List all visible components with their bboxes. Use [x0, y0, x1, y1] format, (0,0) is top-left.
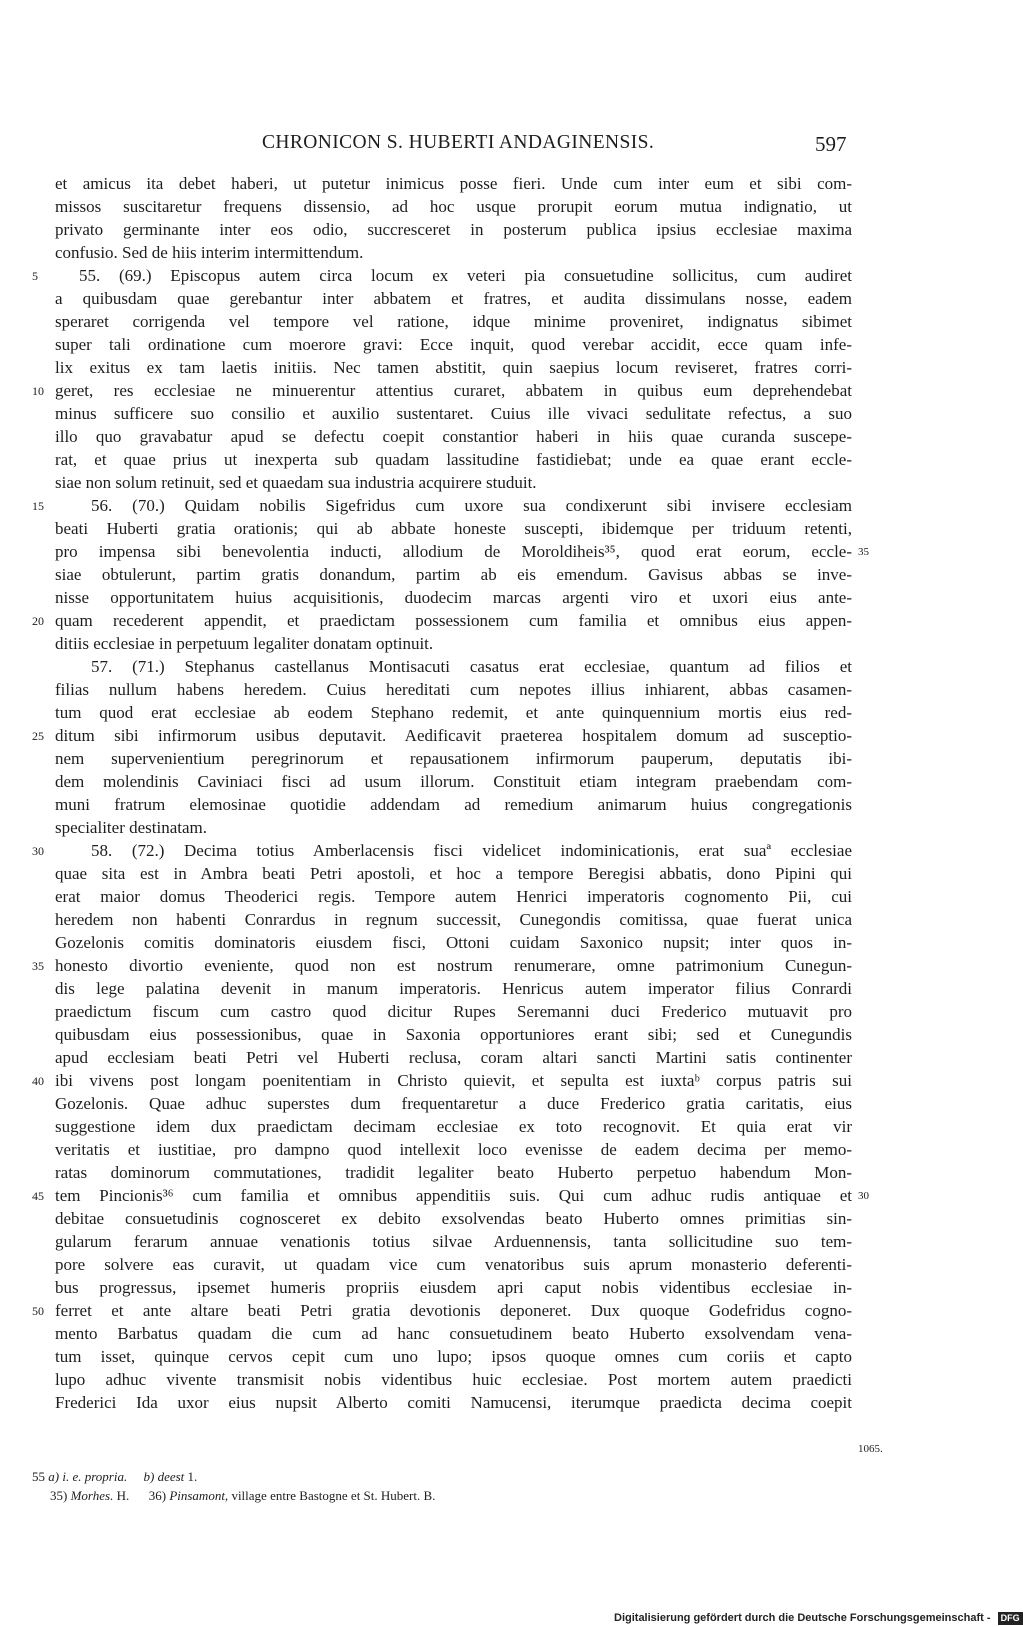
text-line: nisse opportunitatem huius acquisitionis, duodecim marcas argenti viro et uxori eius ante- [55, 588, 852, 607]
text-line: veritatis et iustitiae, pro dampno quod intellexit loco evenisse de eadem decima per memo- [55, 1140, 852, 1159]
text-line: 56. (70.) Quidam nobilis Sigefridus cum uxore sua condixerunt sibi invisere ecclesiam [91, 496, 852, 515]
text-line: Gozelonis comitis dominatoris eiusdem fisci, Ottoni cuidam Saxonico nupsit; inter quos in- [55, 933, 852, 952]
footnote-a-mark: a) [48, 1469, 60, 1484]
text-line: super tali ordinatione cum moerore gravi: Ecce inquit, quod verebar accidit, ecce quam infe- [55, 335, 852, 354]
footnote-line-35-36 [50, 1487, 435, 1505]
footnote-36-place: Pinsamont, [169, 1488, 229, 1503]
text-line: lix exitus ex tam laetis initiis. Nec tamen abstitit, quin saepius locum reviseret, fratres corri- [55, 358, 852, 377]
footnote-line-number: 55 [32, 1469, 45, 1484]
text-line: lupo adhuc vivente transmisit nobis videntibus huic ecclesiae. Post mortem autem praedicti [55, 1370, 852, 1389]
text-line: bus progressus, ipsemet humeris propriis eiusdem apri caput nobis videntibus ecclesiae in- [55, 1278, 852, 1297]
dfg-logo: DFG [998, 1612, 1023, 1625]
line-number: 50 [32, 1304, 44, 1318]
text-line: speraret corrigenda vel tempore vel ratione, idque minime proveniret, indignatus sibimet [55, 312, 852, 331]
text-line [55, 1414, 852, 1438]
text-line: Gozelonis. Quae adhuc superstes dum frequentaretur a duce Frederico gratia caritatis, eius [55, 1094, 852, 1113]
text-line: praedictum fiscum cum castro quod dicitur Rupes Seremanni duci Frederico mutuavit pro [55, 1002, 852, 1021]
text-line: illo quo gravabatur apud se defectu coepit constantior haberi in hiis quae curanda suscepe- [55, 427, 852, 446]
running-title: CHRONICON S. HUBERTI ANDAGINENSIS. [262, 132, 655, 153]
digitization-notice [614, 1610, 1023, 1627]
text-line: quam recederent appendit, et praedictam possessionem cum familia et omnibus eius appen- [55, 611, 852, 630]
line-number: 15 [32, 499, 44, 513]
running-header [0, 132, 1000, 162]
text-line: apud ecclesiam beati Petri vel Huberti reclusa, coram altari sancti Martini satis continenter [55, 1048, 852, 1067]
margin-year: 1065. [858, 1443, 883, 1455]
text-line: rat, et quae prius ut inexperta sub quadam lassitudine fastidiebat; unde ea quae erant eccle- [55, 450, 852, 469]
text-line: quibusdam eius possessionibus, quae in Saxonia opportuniores erant sibi; sed et Cunegundis [55, 1025, 852, 1044]
footnote-b-num: 1. [187, 1469, 198, 1484]
line-number: 5 [32, 269, 38, 283]
line-number: 10 [32, 384, 44, 398]
text-line: minus sufficere suo consilio et auxilio sustentaret. Cuius ille vivaci sedulitate refectus, a suo [55, 404, 852, 423]
line-number: 30 [32, 844, 44, 858]
text-line: specialiter destinatam. [55, 818, 207, 837]
text-line: geret, res ecclesiae ne minuerentur attentius curaret, abbatem in quibus eum deprehendebat [55, 381, 852, 400]
footnote-35-text: Morhes. [70, 1488, 114, 1503]
digitization-text: Digitalisierung gefördert durch die Deutsche Forschungsgemeinschaft - [614, 1612, 991, 1624]
text-line: ditum sibi infirmorum usibus deputavit. Aedificavit praeterea hospitalem domum ad susceptio- [55, 726, 852, 745]
text-line: filias nullum habens heredem. Cuius hereditati cum nepotes illius inhiarent, abbas casamen- [55, 680, 852, 699]
text-line: honesto divortio eveniente, quod non est nostrum renumerare, omne patrimonium Cunegun- [55, 956, 852, 975]
line-number: 45 [32, 1189, 44, 1203]
footnote-35-siglum: H. [116, 1488, 130, 1503]
footnote-36-siglum: B. [423, 1488, 436, 1503]
text-line: tum isset, quinque cervos cepit cum uno lupo; ipsos quoque omnes cum coriis et capto [55, 1347, 852, 1366]
footnote-36-mark: 36) [148, 1488, 167, 1503]
text-line: nem supervenientium peregrinorum et repausationem infirmorum pauperum, deputatis ibi- [55, 749, 852, 768]
text-line: muni fratrum elemosinae quotidie addendam ad remedium animarum huius congregationis [55, 795, 852, 814]
text-line: ditiis ecclesiae in perpetuum legaliter donatam optinuit. [55, 634, 434, 653]
footnote-a-text: i. e. propria. [62, 1469, 128, 1484]
text-line: privato germinante inter eos odio, succresceret in posterum publica ipsius ecclesiae maxima [55, 220, 852, 239]
text-line: gularum ferarum annuae venationis totius silvae Arduennensis, tanta sollicitudine suo tem- [55, 1232, 852, 1251]
line-number: 25 [32, 729, 44, 743]
footnote-b-mark: b) [143, 1469, 155, 1484]
line-number: 20 [32, 614, 44, 628]
text-line: 55. (69.) Episcopus autem circa locum ex veteri pia consuetudine sollicitus, cum audiret [79, 266, 852, 285]
text-line: ferret et ante altare beati Petri gratia devotionis deponeret. Dux quoque Godefridus cogno- [55, 1301, 852, 1320]
line-number: 40 [32, 1074, 44, 1088]
text-line: tum quod erat ecclesiae ab eodem Stephano redemit, et ante quinquennium mortis eius red- [55, 703, 852, 722]
text-line: 57. (71.) Stephanus castellanus Montisacuti casatus erat ecclesiae, quantum ad filios et [91, 657, 852, 676]
text-line: beati Huberti gratia orationis; qui ab abbate honeste suscepti, ibidemque per triduum retenti, [55, 519, 852, 538]
text-line: pore solvere eas curavit, ut quadam vice cum venatoribus suis aprum monasterio deferenti- [55, 1255, 852, 1274]
margin-line-number: 30 [858, 1190, 869, 1202]
text-line: 58. (72.) Decima totius Amberlacensis fisci videlicet indominicationis, erat suaª ecclesiae [91, 841, 852, 860]
footnote-35-mark: 35) [50, 1488, 68, 1503]
text-line: quae sita est in Ambra beati Petri apostoli, et hoc a tempore Beregisi abbatis, dono Pipini qui [55, 864, 852, 883]
text-line: suggestione idem dux praedictam decimam ecclesiae ex toto recognovit. Et quia erat vir [55, 1117, 852, 1136]
margin-line-number: 35 [858, 546, 869, 558]
text-line: heredem non habenti Conrardus in regnum successit, Cunegondis comitissa, quae fuerat unica [55, 910, 852, 929]
text-line: tem Pincionis³⁶ cum familia et omnibus appenditiis suis. Qui cum adhuc rudis antiquae et [55, 1186, 852, 1205]
text-line: erat maior domus Theoderici regis. Tempore autem Henrici imperatoris cognomento Pii, cui [55, 887, 852, 906]
text-line: confusio. Sed de hiis interim intermittendum. [55, 243, 364, 262]
text-line: a quibusdam quae gerebantur inter abbatem et fratres, et audita dissimulans nosse, eadem [55, 289, 852, 308]
text-line: dem molendinis Caviniaci fisci ad usum illorum. Constituit etiam integram praebendam com- [55, 772, 852, 791]
text-line: Frederici Ida uxor eius nupsit Alberto comiti Namucensi, iterumque praedicta decima coepit [55, 1393, 852, 1412]
text-line [55, 1437, 852, 1461]
page-number: 597 [815, 132, 847, 156]
line-number: 35 [32, 959, 44, 973]
text-line: dis lege palatina devenit in manum imperatoris. Henricus autem imperator filius Conrardi [55, 979, 852, 998]
text-line: ratas dominorum commutationes, tradidit legaliter beato Huberto perpetuo habendum Mon- [55, 1163, 852, 1182]
text-line: missos suscitaretur frequens dissensio, ad hoc usque prorupit eorum mutua indignatio, ut [55, 197, 852, 216]
footnote-line-a [32, 1468, 197, 1486]
text-line: et amicus ita debet haberi, ut putetur inimicus posse fieri. Unde cum inter eum et sibi com- [55, 174, 852, 193]
text-line: pro impensa sibi benevolentia inducti, allodium de Moroldiheis³⁵, quod erat eorum, eccle- [55, 542, 852, 561]
text-line: mento Barbatus quadam die cum ad hanc consuetudinem beato Huberto exsolvendam vena- [55, 1324, 852, 1343]
text-line: siae non solum retinuit, sed et quaedam sua industria acquirere studuit. [55, 473, 537, 492]
text-line: debitae consuetudinis cognosceret ex debito exsolvendas beato Huberto omnes primitias sin- [55, 1209, 852, 1228]
text-line: ibi vivens post longam poenitentiam in Christo quievit, et sepulta est iuxtaᵇ corpus patris sui [55, 1071, 852, 1090]
text-line: siae obtulerunt, partim gratis donandum, partim ab eis emendum. Gavisus abbas se inve- [55, 565, 852, 584]
footnote-36-text: village entre Bastogne et St. Hubert. [231, 1488, 421, 1503]
footnote-b-text: deest [157, 1469, 185, 1484]
